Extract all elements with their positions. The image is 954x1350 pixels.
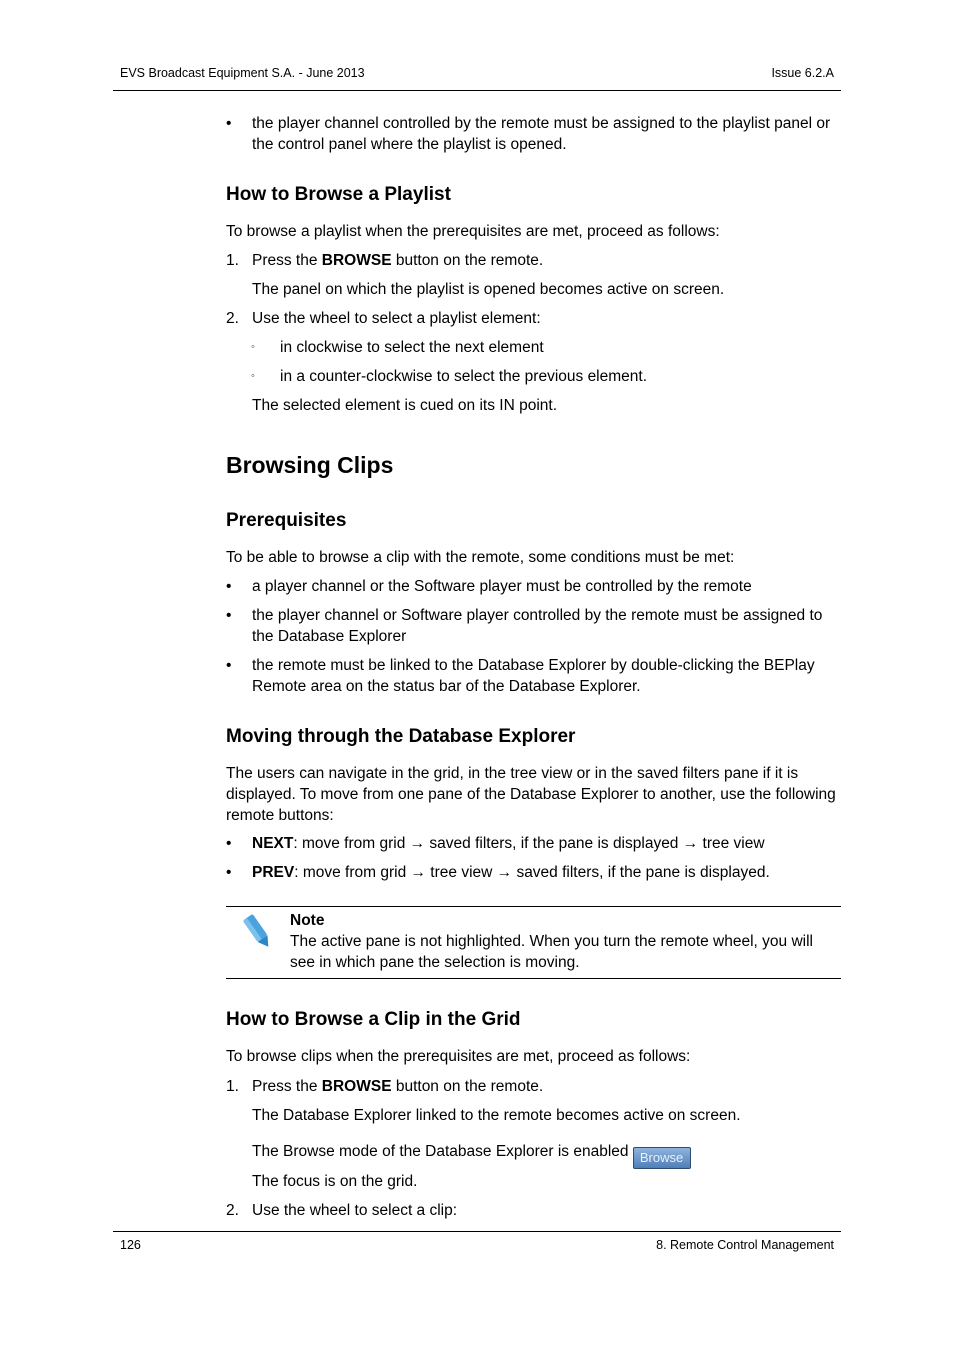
- prerequisites-heading: Prerequisites: [226, 510, 347, 531]
- playlist-heading: How to Browse a Playlist: [226, 184, 451, 205]
- prerequisites-intro: To be able to browse a clip with the remote, some conditions must be met:: [226, 549, 735, 566]
- playlist-step1-result: The panel on which the playlist is opened becomes active on screen.: [252, 281, 725, 298]
- header-left: EVS Broadcast Equipment S.A. - June 2013: [120, 66, 365, 80]
- pencil-icon: [240, 912, 276, 952]
- bullet-marker: •: [226, 607, 232, 624]
- playlist-step2-sub2: in a counter-clockwise to select the previous element.: [280, 368, 648, 385]
- playlist-step2-sub1: in clockwise to select the next element: [280, 339, 544, 356]
- bullet-marker: •: [226, 115, 232, 132]
- grid-heading: How to Browse a Clip in the Grid: [226, 1009, 521, 1030]
- step-number: 2.: [226, 310, 239, 327]
- moving-heading: Moving through the Database Explorer: [226, 726, 576, 747]
- playlist-step2-result: The selected element is cued on its IN point.: [252, 397, 557, 414]
- note-bottom-rule: [226, 978, 841, 979]
- playlist-intro: To browse a playlist when the prerequisites are met, proceed as follows:: [226, 223, 720, 240]
- grid-intro: To browse clips when the prerequisites are met, proceed as follows:: [226, 1048, 691, 1065]
- grid-step1-result1: The Database Explorer linked to the remote becomes active on screen.: [252, 1107, 741, 1124]
- section-title: Browsing Clips: [226, 452, 394, 478]
- header-divider: [113, 90, 841, 91]
- next-button-item: NEXT: move from grid → saved filters, if the pane is displayed → tree view: [252, 835, 765, 852]
- footer-divider: [113, 1231, 841, 1232]
- bullet-marker: •: [226, 657, 232, 674]
- bullet-marker: •: [226, 835, 232, 852]
- sub-bullet-marker: ◦: [251, 370, 255, 382]
- grid-step1-result2: The Browse mode of the Database Explorer is enabled Browse: [252, 1141, 840, 1169]
- page-number: 126: [120, 1238, 141, 1252]
- sub-bullet-marker: ◦: [251, 341, 255, 353]
- footer-chapter: 8. Remote Control Management: [656, 1238, 834, 1252]
- prerequisite-item: the player channel or Software player controlled by the remote must be assigned to the Database Explorer: [252, 607, 823, 645]
- header-right: Issue 6.2.A: [771, 66, 834, 80]
- playlist-step2: Use the wheel to select a playlist element:: [252, 310, 541, 327]
- moving-intro: The users can navigate in the grid, in the tree view or in the saved filters pane if it is displayed. To move from one pane of the Database Explorer to another, use the following remote buttons:: [226, 765, 836, 824]
- prerequisite-item: the remote must be linked to the Database Explorer by double-clicking the BEPlay Remote area on the status bar of the Database Explorer.: [252, 657, 815, 695]
- step-number: 1.: [226, 252, 239, 269]
- note-title: Note: [290, 912, 325, 929]
- grid-step1: Press the BROWSE button on the remote.: [252, 1078, 544, 1095]
- bullet-marker: •: [226, 864, 232, 881]
- prev-button-item: PREV: move from grid → tree view → saved filters, if the pane is displayed.: [252, 864, 770, 881]
- bullet-marker: •: [226, 578, 232, 595]
- grid-step2: Use the wheel to select a clip:: [252, 1202, 458, 1219]
- note-top-rule: [226, 906, 841, 907]
- step-number: 1.: [226, 1078, 239, 1095]
- prerequisite-item: a player channel or the Software player must be controlled by the remote: [252, 578, 752, 595]
- step-number: 2.: [226, 1202, 239, 1219]
- intro-bullet-text: the player channel controlled by the remote must be assigned to the playlist panel or the control panel where the playlist is opened.: [252, 115, 831, 153]
- grid-step1-result3: The focus is on the grid.: [252, 1173, 418, 1190]
- playlist-step1: Press the BROWSE button on the remote.: [252, 252, 544, 269]
- note-text: The active pane is not highlighted. When you turn the remote wheel, you will see in which pane the selection is moving.: [290, 933, 813, 971]
- browse-mode-button[interactable]: Browse: [633, 1147, 691, 1169]
